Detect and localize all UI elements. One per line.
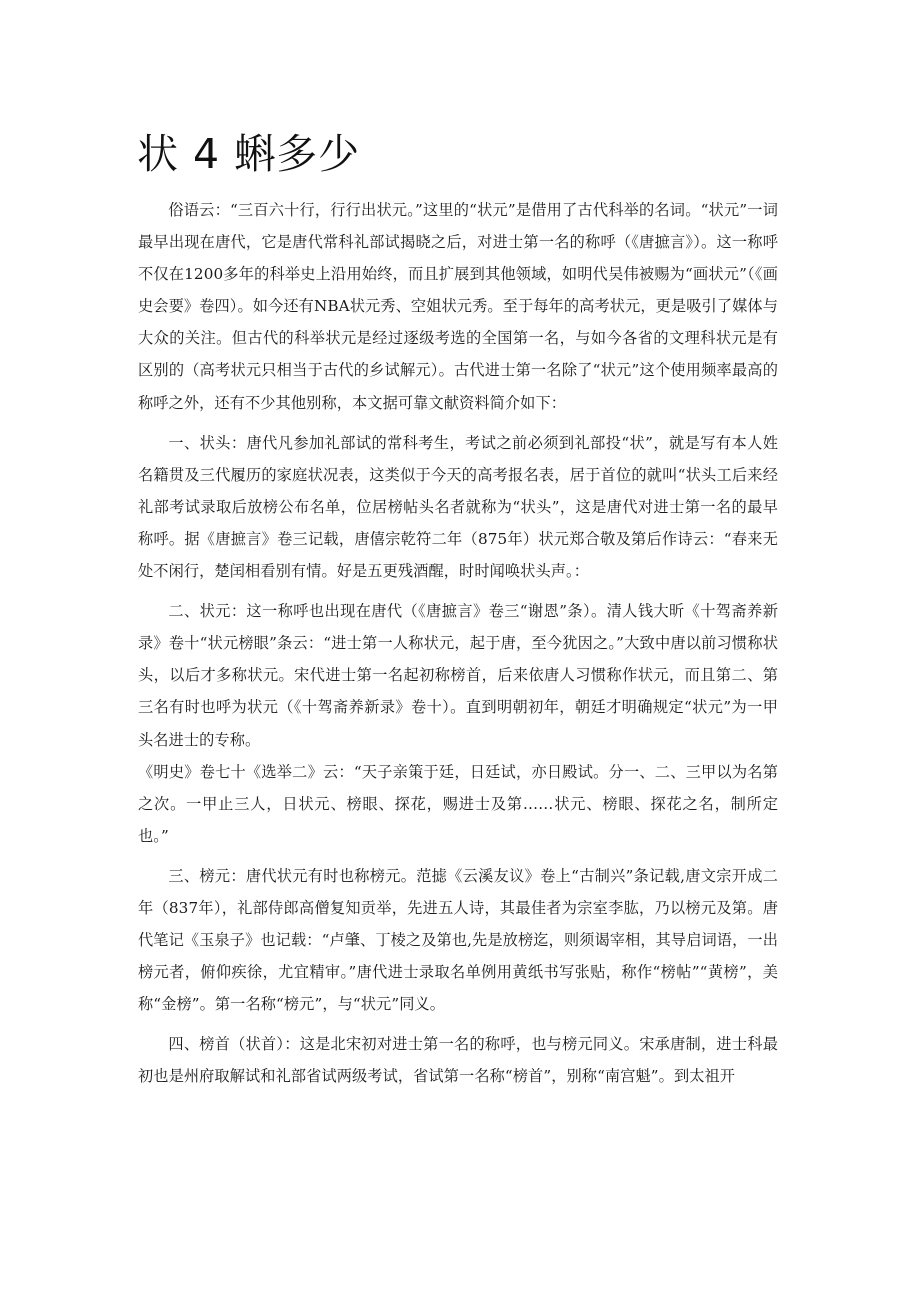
paragraph-intro: 俗语云：“三百六十行，行行出状元。”这里的“状元”是借用了古代科举的名词。“状元”一词最早出现在唐代，它是唐代常科礼部试揭晓之后，对进士第一名的称呼（《唐摭言》）。这一称呼不仅在1200多年的科举史上沿用始终，而且扩展到其他领域，如明代吴伟被赐为“画状元”（《画史会要》卷四）。如今还有NBA状元秀、空姐状元秀。至于每年的高考状元，更是吸引了媒体与大众的关注。但古代的科举状元是经过逐级考选的全国第一名，与如今各省的文理科状元是有区别的（高考状元只相当于古代的乡试解元）。古代进士第一名除了“状元”这个使用频率最高的称呼之外，还有不少其他别称，本文据可靠文献资料简介如下：: [138, 201, 778, 412]
paragraph-mingshi-quote: 《明史》卷七十《选举二》云：“天子亲策于廷，日廷试，亦日殿试。分一、二、三甲以为名第之次。一甲止三人，日状元、榜眼、探花，赐进士及第……状元、榜眼、探花之名，制所定也。”: [138, 762, 778, 845]
paragraph-zhuangtou: 一、状头：唐代凡参加礼部试的常科考生，考试之前必须到礼部投“状”，就是写有本人姓名籍贯及三代履历的家庭状况表，这类似于今天的高考报名表，居于首位的就叫“状头工后来经礼部考试录取后放榜公布名单，位居榜帖头名者就称为“状头”，这是唐代对进士第一名的最早称呼。据《唐摭言》卷三记载，唐僖宗乾符二年（875年）状元郑合敬及第后作诗云：“春来无处不闲行，楚闰相看别有情。好是五更残酒醒，时时闻唤状头声。：: [138, 433, 778, 581]
paragraph-bangyuan: 三、榜元：唐代状元有时也称榜元。范摅《云溪友议》卷上“古制兴”条记载,唐文宗开成二年（837年），礼部侍郎高僧复知贡举，先进五人诗，其最佳者为宗室李肱，乃以榜元及第。唐代笔记《玉泉子》也记载：“卢肇、丁棱之及第也,先是放榜迄，则须谒宰相，其导启词语，一出榜元者，俯仰疾徐，尤宜精审。”唐代进士录取名单例用黄纸书写张贴，称作“榜帖”“黄榜”，美称“金榜”。第一名称“榜元”，与“状元”同义。: [138, 866, 778, 1014]
paragraph-zhuangyuan: 二、状元：这一称呼也出现在唐代（《唐摭言》卷三“谢恩”条）。清人钱大昕《十驾斋养新录》卷十“状元榜眼”条云：“进士第一人称状元，起于唐，至今犹因之。”大致中唐以前习惯称状头，以后才多称状元。宋代进士第一名起初称榜首，后来依唐人习惯称作状元，而且第二、第三名有时也呼为状元（《十驾斋养新录》卷十）。直到明朝初年，朝廷才明确规定“状元”为一甲头名进士的专称。: [138, 602, 778, 749]
document-body: [138, 194, 778, 1101]
document-title: 状 4 蝌多少: [137, 130, 361, 178]
paragraph-bangshou: 四、榜首（状首）：这是北宋初对进士第一名的称呼，也与榜元同义。宋承唐制，进士科最初也是州府取解试和礼部省试两级考试，省试第一名称“榜首”，别称“南宫魁”。到太祖开: [138, 1035, 778, 1086]
